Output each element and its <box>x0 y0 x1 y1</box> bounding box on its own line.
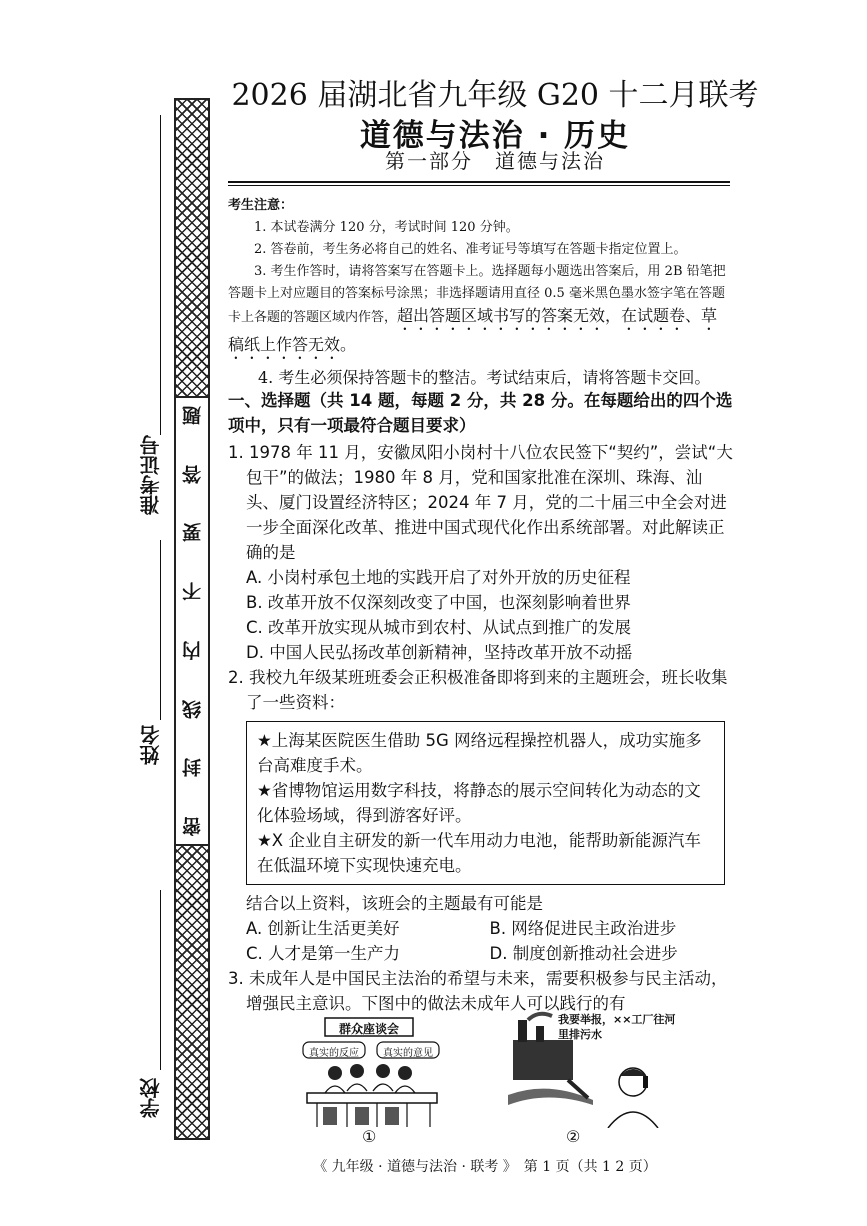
seal-char: 线 <box>181 699 204 719</box>
question-body <box>228 388 733 1016</box>
notice-item: 3. 考生作答时，请将答案写在答题卡上。选择题每小题选出答案后，用 2B 铅笔把答题卡上对应题目的答案标号涂黑；非选择题请用直径 0.5 毫米黑色墨水签字笔在答题卡上各题的答题区域内作答， <box>228 264 726 325</box>
seal-char: 答 <box>181 464 204 484</box>
seal-char: 不 <box>181 582 204 602</box>
q3-picture-2 <box>508 1010 683 1128</box>
q3-picture-1 <box>295 1015 450 1130</box>
school-line <box>160 890 161 1070</box>
q2-option-c: C. 人才是第一生产力 <box>246 944 401 963</box>
q1-option-b: B. 改革开放不仅深刻改变了中国，也深刻影响着世界 <box>246 593 631 612</box>
header-rule-thin <box>228 185 730 186</box>
notice-item: 4. 考生必须保持答题卡的整洁。考试结束后，请将答题卡交回。 <box>258 368 711 387</box>
q2-option-d: D. 制度创新推动社会进步 <box>489 944 678 963</box>
ticket-line <box>160 115 161 435</box>
notice-heading: 考生注意： <box>228 198 294 213</box>
header-rule <box>228 181 730 183</box>
seal-char: 题 <box>181 406 204 425</box>
q2-material: ★X 企业自主研发的新一代车用动力电池，能帮助新能源汽车在低温环境下实现快速充电。 <box>257 831 701 875</box>
pic1-bubble-left: 真实的反应 <box>309 1048 359 1059</box>
q2-material-box <box>246 721 725 885</box>
pic1-caption: ① <box>362 1127 377 1146</box>
pic2-speech: 我要举报，××工厂往河里排污水 <box>558 1013 676 1041</box>
pic1-banner: 群众座谈会 <box>338 1022 399 1036</box>
page-footer: 《 九年级 · 道德与法治 · 联考 》 第 1 页（共 1 2 页） <box>313 1159 657 1175</box>
pic1-bubble-right: 真实的意见 <box>383 1048 433 1059</box>
notice-item: 2. 答卷前，考生务必将自己的姓名、准考证号等填写在答题卡指定位置上。 <box>254 242 687 257</box>
notice-emphasis: 超出答题区域书写的答案无效，在试题卷、草稿纸上作答无效。 <box>228 306 718 354</box>
ticket-label: 准考证号 <box>139 435 163 515</box>
exam-title: 2026 届湖北省九年级 G20 十二月联考 <box>231 78 759 113</box>
name-label: 姓名 <box>139 725 163 765</box>
q2-stem: 2. 我校九年级某班班委会正积极准备即将到来的主题班会，班长收集了一些资料： <box>228 668 728 712</box>
q1-option-c: C. 改革开放实现从城市到农村、从试点到推广的发展 <box>246 618 632 637</box>
section-title: 一、选择题（共 14 题，每题 2 分，共 28 分。在每题给出的四个选项中，只有一项最符合题目要求） <box>228 391 733 435</box>
part-title: 第一部分 道德与法治 <box>385 149 605 173</box>
pic2-caption: ② <box>566 1127 581 1146</box>
school-label: 学校 <box>139 1078 163 1118</box>
notice-item: 1. 本试卷满分 120 分，考试时间 120 分钟。 <box>254 220 519 235</box>
seal-char: 内 <box>181 640 204 660</box>
q3-stem: 3. 未成年人是中国民主法治的希望与未来，需要积极参与民主活动，增强民主意识。下图中的做法未成年人可以践行的有 <box>228 969 728 1013</box>
seal-char: 要 <box>181 523 204 543</box>
q2-option-b: B. 网络促进民主政治进步 <box>489 919 677 938</box>
seal-char: 密 <box>181 816 204 836</box>
q1-stem: 1. 1978 年 11 月，安徽凤阳小岗村十八位农民签下“契约”，尝试“大包干”的做法；1980 年 8 月，党和国家批准在深圳、珠海、汕头、厦门设置经济特区；2024 年 7 月，党的二十届三中全会对进一步全面深化改革、推进中国式现代化作出系统部署。对此解读正确的是 <box>228 443 733 562</box>
exam-notice <box>228 195 730 389</box>
q2-material: ★上海某医院医生借助 5G 网络远程操控机器人，成功实施多台高难度手术。 <box>257 731 702 775</box>
q2-option-a: A. 创新让生活更美好 <box>246 919 400 938</box>
binding-hatch-bottom <box>174 844 210 1140</box>
subject-title: 道德与法治 · 历史 <box>359 118 631 154</box>
seal-line-strip <box>174 398 210 844</box>
q2-material: ★省博物馆运用数字科技，将静态的展示空间转化为动态的文化体验场域，得到游客好评。 <box>257 781 701 825</box>
seal-char: 封 <box>181 758 204 778</box>
name-line <box>160 540 161 720</box>
q2-question: 结合以上资料，该班会的主题最有可能是 <box>246 894 543 913</box>
binding-hatch-top <box>174 98 210 398</box>
q1-option-a: A. 小岗村承包土地的实践开启了对外开放的历史征程 <box>246 568 631 587</box>
q1-option-d: D. 中国人民弘扬改革创新精神，坚持改革开放不动摇 <box>246 643 633 662</box>
